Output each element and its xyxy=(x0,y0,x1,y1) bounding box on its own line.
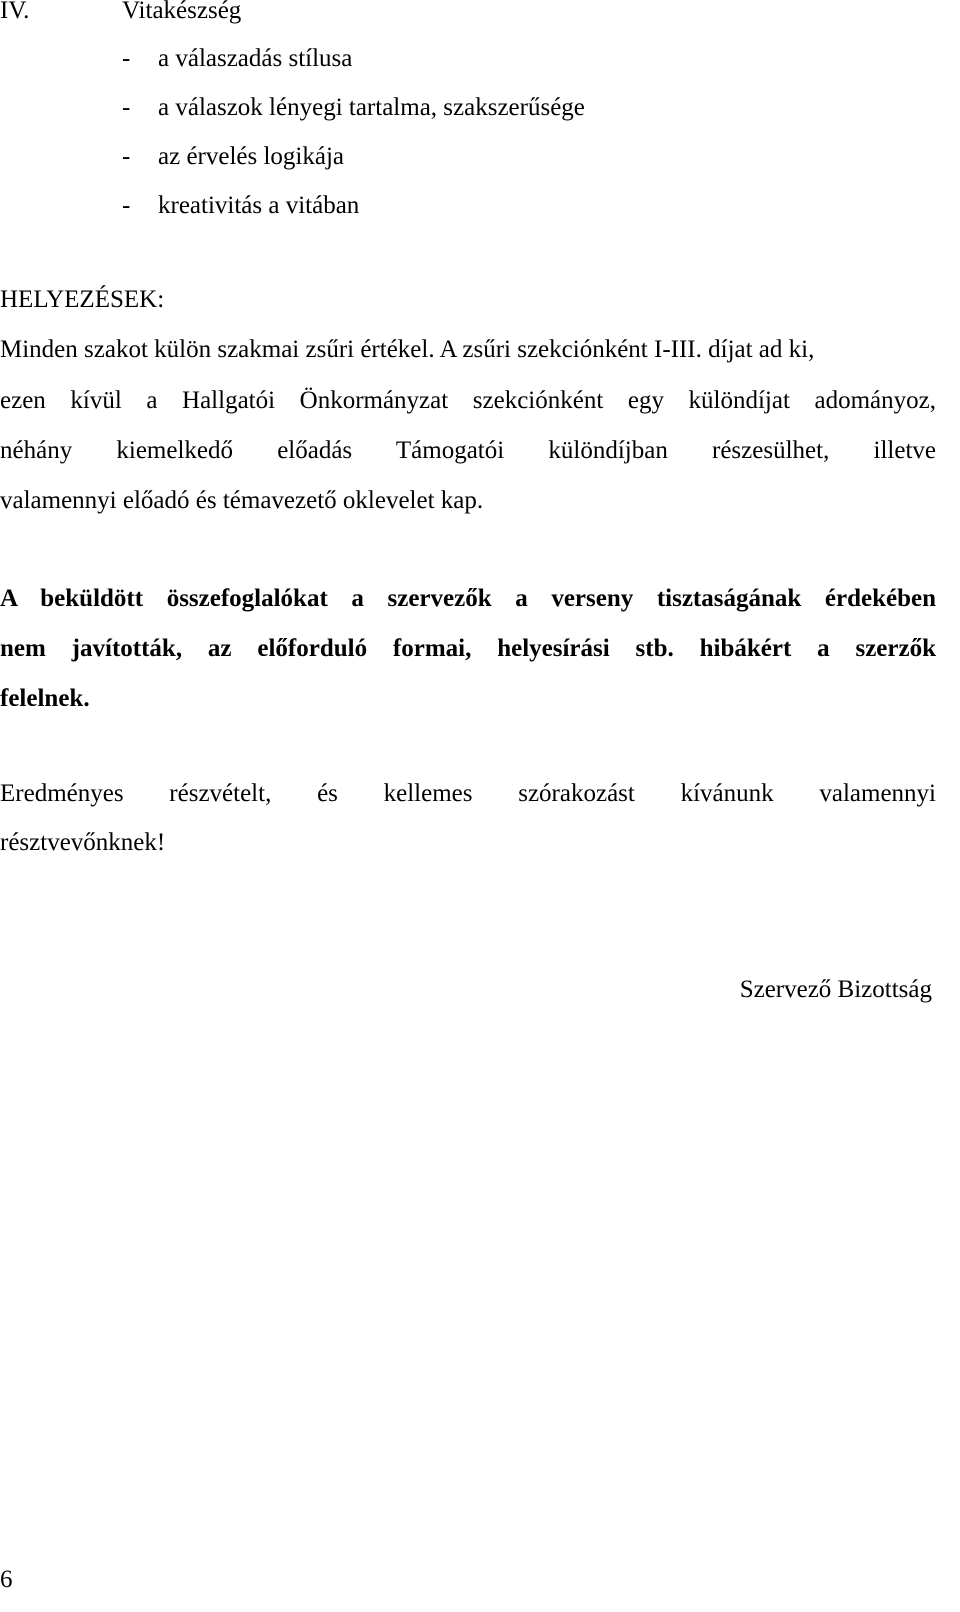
notice-line: nem javították, az előforduló formai, helyesírási stb. hibákért a szerzők xyxy=(0,635,936,662)
list-item-text: az érvelés logikája xyxy=(158,143,345,170)
placements-line: ezen kívül a Hallgatói Önkormányzat szekciónként egy különdíjat adományoz, xyxy=(0,387,936,414)
placements-line: Minden szakot külön szakmai zsűri értékel. A zsűri szekciónként I-III. díjat ad ki, xyxy=(0,336,815,363)
list-item-text: kreativitás a vitában xyxy=(158,192,360,219)
placements-heading: HELYEZÉSEK: xyxy=(0,286,165,313)
list-dash: - xyxy=(122,192,131,219)
closing-line: Eredményes részvételt, és kellemes szórakozást kívánunk valamennyi xyxy=(0,780,936,807)
placements-line: néhány kiemelkedő előadás Támogatói különdíjban részesülhet, illetve xyxy=(0,437,936,464)
list-item-text: a válaszok lényegi tartalma, szakszerűsége xyxy=(158,94,585,121)
closing-line: résztvevőnknek! xyxy=(0,829,166,856)
list-dash: - xyxy=(122,143,131,170)
notice-line: A beküldött összefoglalókat a szervezők a verseny tisztaságának érdekében xyxy=(0,585,936,612)
signature: Szervező Bizottság xyxy=(739,976,932,1003)
list-dash: - xyxy=(122,45,131,72)
placements-line: valamennyi előadó és témavezető oklevelet kap. xyxy=(0,487,484,514)
list-item-text: a válaszadás stílusa xyxy=(158,45,353,72)
page-number: 6 xyxy=(0,1566,13,1593)
section-title: Vitakészség xyxy=(122,0,242,24)
section-number: IV. xyxy=(0,0,30,24)
notice-line: felelnek. xyxy=(0,685,90,712)
list-dash: - xyxy=(122,94,131,121)
